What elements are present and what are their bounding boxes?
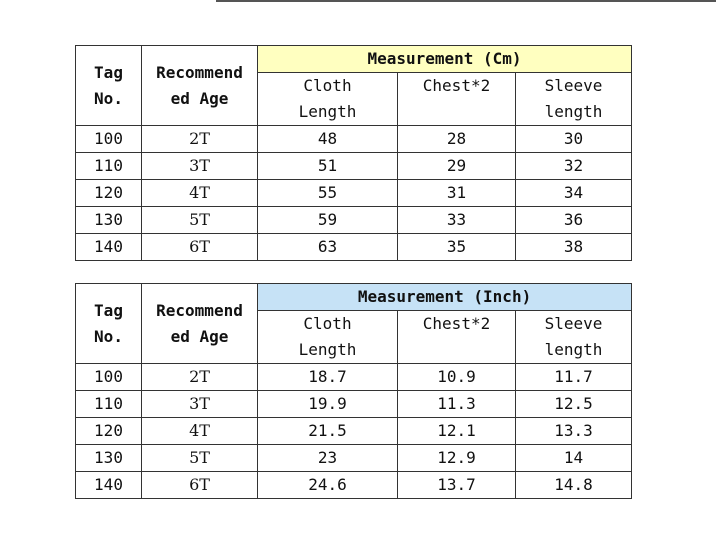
cell-age: 5T <box>142 445 258 472</box>
table-row <box>76 418 632 445</box>
cell-tag: 100 <box>76 364 142 391</box>
table-row <box>76 445 632 472</box>
cell-cloth-length: 48 <box>258 126 398 153</box>
header-chest: Chest*2 <box>398 73 516 126</box>
cell-chest: 35 <box>398 234 516 261</box>
table-row <box>76 126 632 153</box>
table-row <box>76 364 632 391</box>
header-chest: Chest*2 <box>398 311 516 364</box>
cell-sleeve-length: 14.8 <box>516 472 632 499</box>
cell-cloth-length: 18.7 <box>258 364 398 391</box>
table-row <box>76 180 632 207</box>
cell-tag: 140 <box>76 234 142 261</box>
cell-cloth-length: 19.9 <box>258 391 398 418</box>
cell-sleeve-length: 30 <box>516 126 632 153</box>
cell-age: 3T <box>142 391 258 418</box>
cell-chest: 33 <box>398 207 516 234</box>
cell-sleeve-length: 14 <box>516 445 632 472</box>
cell-tag: 130 <box>76 207 142 234</box>
header-recommended-age: Recommend ed Age <box>142 284 258 364</box>
header-measurement-title: Measurement (Cm) <box>258 46 632 73</box>
cell-cloth-length: 23 <box>258 445 398 472</box>
table-row <box>76 472 632 499</box>
cell-chest: 12.9 <box>398 445 516 472</box>
size-table-cm <box>75 45 632 261</box>
cell-age: 5T <box>142 207 258 234</box>
cell-sleeve-length: 36 <box>516 207 632 234</box>
table-row <box>76 207 632 234</box>
cell-tag: 120 <box>76 418 142 445</box>
header-tag-no: Tag No. <box>76 284 142 364</box>
cell-sleeve-length: 38 <box>516 234 632 261</box>
header-recommended-age: Recommend ed Age <box>142 46 258 126</box>
header-cloth-length: Cloth Length <box>258 73 398 126</box>
cell-tag: 130 <box>76 445 142 472</box>
cell-sleeve-length: 32 <box>516 153 632 180</box>
cell-sleeve-length: 34 <box>516 180 632 207</box>
cell-chest: 10.9 <box>398 364 516 391</box>
cell-tag: 120 <box>76 180 142 207</box>
cell-cloth-length: 51 <box>258 153 398 180</box>
cell-age: 2T <box>142 126 258 153</box>
cell-cloth-length: 24.6 <box>258 472 398 499</box>
table-row <box>76 234 632 261</box>
cell-cloth-length: 63 <box>258 234 398 261</box>
cell-sleeve-length: 13.3 <box>516 418 632 445</box>
cell-tag: 140 <box>76 472 142 499</box>
cell-chest: 11.3 <box>398 391 516 418</box>
header-cloth-length: Cloth Length <box>258 311 398 364</box>
table-row <box>76 391 632 418</box>
cell-sleeve-length: 12.5 <box>516 391 632 418</box>
size-table-inch <box>75 283 632 499</box>
cell-age: 6T <box>142 234 258 261</box>
cell-tag: 110 <box>76 391 142 418</box>
cell-tag: 110 <box>76 153 142 180</box>
header-measurement-title: Measurement (Inch) <box>258 284 632 311</box>
cell-cloth-length: 55 <box>258 180 398 207</box>
header-sleeve-length: Sleeve length <box>516 311 632 364</box>
table-row <box>76 153 632 180</box>
cell-tag: 100 <box>76 126 142 153</box>
header-tag-no: Tag No. <box>76 46 142 126</box>
cell-cloth-length: 59 <box>258 207 398 234</box>
cell-age: 4T <box>142 418 258 445</box>
top-divider-line <box>216 0 716 2</box>
cell-chest: 28 <box>398 126 516 153</box>
cell-sleeve-length: 11.7 <box>516 364 632 391</box>
cell-age: 6T <box>142 472 258 499</box>
cell-age: 3T <box>142 153 258 180</box>
cell-age: 2T <box>142 364 258 391</box>
cell-chest: 29 <box>398 153 516 180</box>
cell-age: 4T <box>142 180 258 207</box>
cell-cloth-length: 21.5 <box>258 418 398 445</box>
header-sleeve-length: Sleeve length <box>516 73 632 126</box>
cell-chest: 13.7 <box>398 472 516 499</box>
cell-chest: 12.1 <box>398 418 516 445</box>
cell-chest: 31 <box>398 180 516 207</box>
